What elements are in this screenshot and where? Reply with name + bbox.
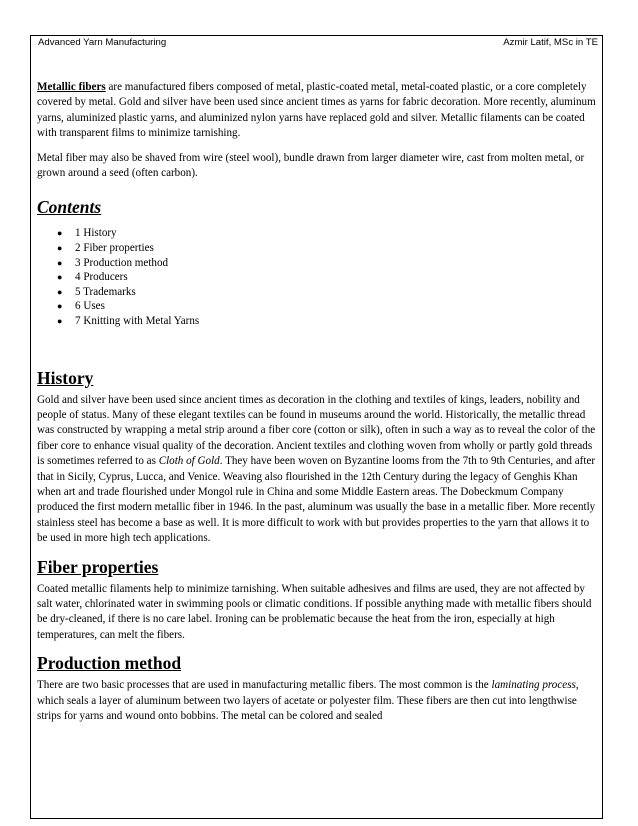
toc-item	[37, 256, 602, 271]
production-method-paragraph	[37, 678, 602, 724]
bullet-icon: ●	[57, 316, 63, 326]
bullet-icon: ●	[57, 286, 63, 297]
page-content	[37, 80, 602, 725]
page-header	[38, 37, 598, 48]
toc-link-fiber-properties[interactable]: 2 Fiber properties	[75, 242, 154, 255]
toc-item	[37, 299, 602, 314]
metallic-fibers-link[interactable]: Metallic fibers	[37, 81, 106, 93]
history-text-a: Gold and silver have been used since ancient times as decoration in the clothing and textiles of kings, leaders, nobility and people of status. Many of these elegant textiles can be found in museums around the world. Historically, the metallic thread was constructed by wrapping a metal strip around a fiber core (cotton or silk), often in such a way as to reveal the color of the fiber core to enhance visual quality of the decoration. Ancient textiles and clothing woven from wholly or partly gold threads is sometimes referred to as	[37, 393, 596, 468]
history-heading: History	[37, 367, 94, 388]
toc-item	[37, 314, 602, 329]
toc-link-uses[interactable]: 6 Uses	[75, 300, 105, 313]
toc-item	[37, 241, 602, 256]
toc-link-trademarks[interactable]: 5 Trademarks	[75, 285, 136, 298]
production-text-b: , which seals a layer of aluminum between two layers of acetate or polyester film. These fibers are then cut into lengthwise strips for yarns and wound onto bobbins. The metal can be colored and sealed	[37, 679, 579, 723]
history-paragraph	[37, 393, 602, 547]
production-text-a: There are two basic processes that are used in manufacturing metallic fibers. The most common is the	[37, 679, 492, 692]
toc-link-producers[interactable]: 4 Producers	[75, 271, 128, 284]
header-left-title: Advanced Yarn Manufacturing	[38, 37, 167, 48]
toc-item	[37, 285, 602, 300]
bullet-icon: ●	[57, 257, 63, 268]
bullet-icon: ●	[57, 301, 63, 312]
toc-link-production-method[interactable]: 3 Production method	[75, 256, 169, 269]
toc-link-history[interactable]: 1 History	[75, 227, 117, 240]
history-text-b: . They have been woven on Byzantine looms from the 7th to 9th Centuries, and after that in Sicily, Cyprus, Lucca, and Venice. Weaving also flourished in the 12th Century during the legacy of Genghis Khan when art and trade flourished under Mongol rule in China and some Middle Eastern areas. The Dobeckmum Company produced the first modern metallic fiber in 1946. In the past, aluminum was usually the base in a metallic fiber. More recently stainless steel has become a base as well. It is more difficult to work with but provides properties to the yarn that allows it to be used in more high tech applications.	[37, 455, 596, 545]
cloth-of-gold-term: Cloth of Gold	[158, 455, 220, 468]
toc-link-knitting[interactable]: 7 Knitting with Metal Yarns	[75, 315, 200, 327]
fiber-properties-paragraph: Coated metallic filaments help to minimize tarnishing. When suitable adhesives and films are used, they are not affected by salt water, chlorinated water in swimming pools or climatic conditions. If possible anything made with metallic fibers should be dry-cleaned, if there is no care label. Ironing can be problematic because the heat from the iron, especially at high temperatures, can melt the fibers.	[37, 582, 592, 641]
toc-item	[37, 226, 602, 241]
toc-item	[37, 270, 602, 285]
production-method-heading: Production method	[37, 653, 182, 674]
intro-paragraph-1-text: are manufactured fibers composed of metal, plastic-coated metal, metal-coated plastic, or a core completely covered by metal. Gold and silver have been used since ancient times as yarns for fabric decoration. More recently, aluminum yarns, aluminized plastic yarns, and aluminized nylon yarns have replaced gold and silver. Metallic filaments can be coated with transparent films to minimize tarnishing.	[37, 81, 596, 140]
bullet-icon: ●	[57, 243, 63, 254]
contents-heading: Contents	[37, 197, 102, 218]
header-right-author: Azmir Latif, MSc in TE	[503, 37, 598, 48]
bullet-icon: ●	[57, 272, 63, 283]
table-of-contents	[37, 226, 602, 328]
fiber-properties-heading: Fiber properties	[37, 556, 159, 577]
intro-paragraph-1	[37, 80, 602, 142]
intro-paragraph-2: Metal fiber may also be shaved from wire (steel wool), bundle drawn from larger diameter wire, cast from molten metal, or grown around a seed (often carbon).	[37, 151, 585, 180]
bullet-icon: ●	[57, 228, 63, 239]
laminating-process-term: laminating process	[491, 679, 576, 692]
